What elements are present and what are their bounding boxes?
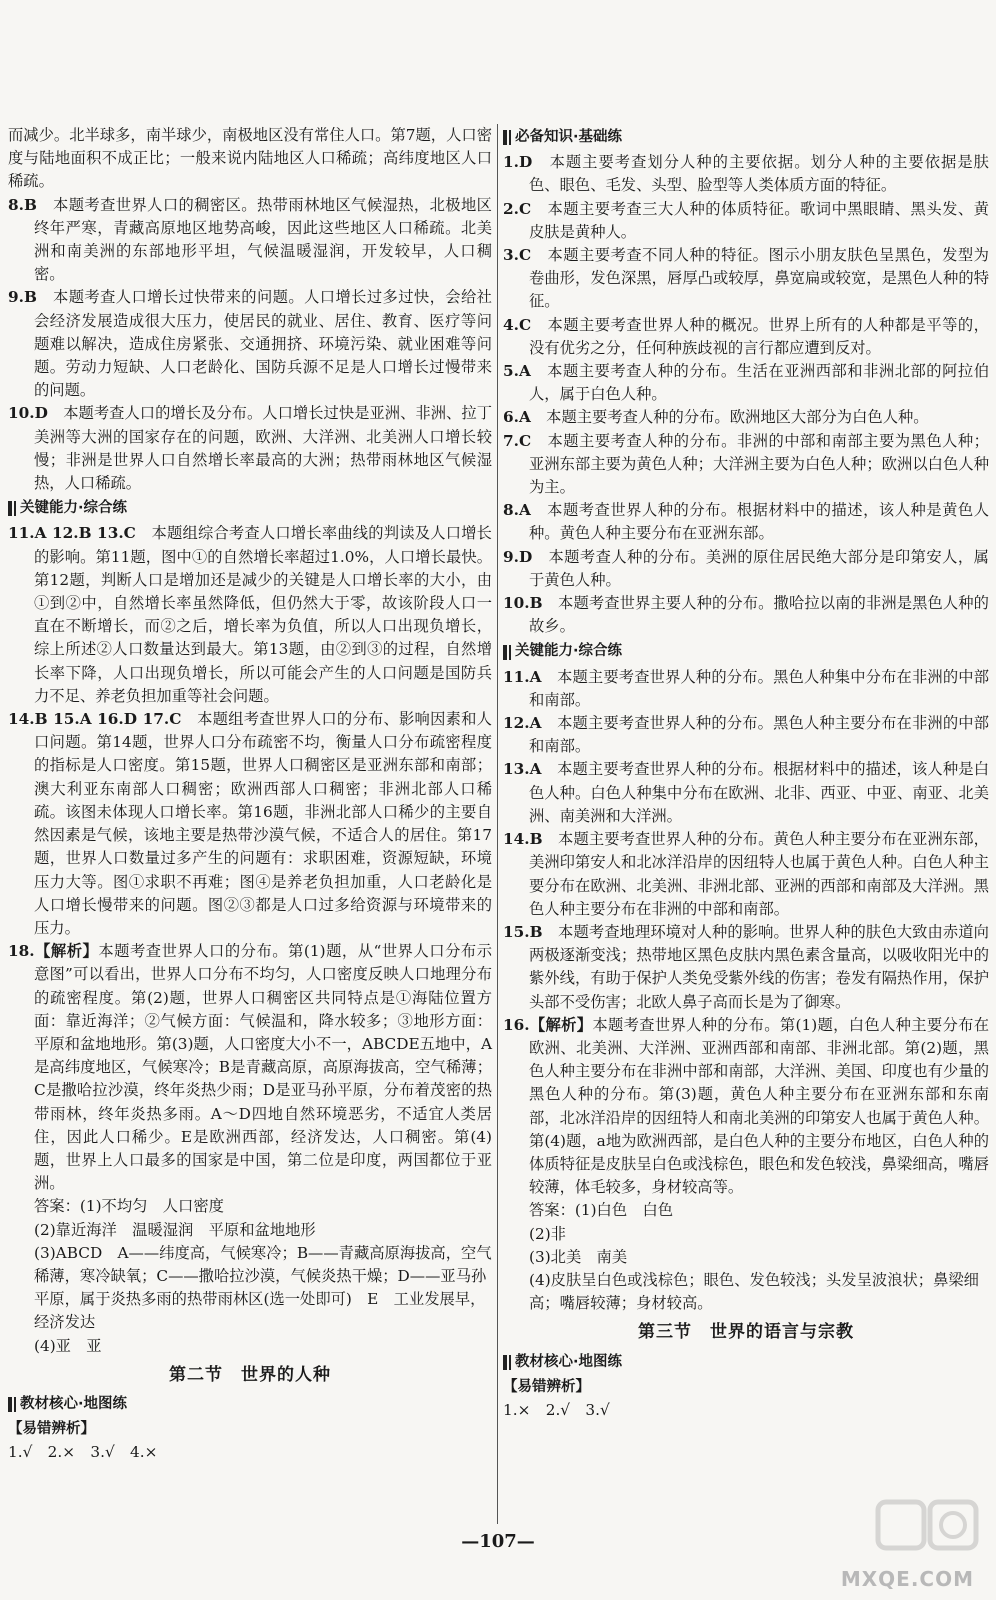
answer-line: (4)皮肤呈白色或浅棕色；眼色、发色较浅；头发呈波浪状；鼻梁细高；嘴唇较薄；身材较高。 [529, 1270, 979, 1313]
answer-line: (3)ABCD A——纬度高，气候寒冷；B——青藏高原海拔高，空气稀薄，寒冷缺氧；C——撒哈拉沙漠，气候炎热干燥；D——亚马孙平原，属于炎热多雨的热带雨林区(选一处即可) E 工业发展早，经济发达 [34, 1243, 492, 1332]
left-item-11-13: 11.A 12.B 13.C 本题组综合考查人口增长率曲线的判读及人口增长的影响。第11题，图中①的自然增长率超过1.0%，人口增长最快。第12题，判断人口是增加还是减少的关键是人口增长率的大小，由①到②中，自然增长率虽然降低，但仍然大于零，故该阶段人口一直在不断增长，而②之后，增长率为负值，所以人口出现负增长，综上所述②人口数量达到最大。第13题，由②到③的过程，自然增长率下降，人口出现负增长，所以可能会产生的人口问题是国防兵力不足、养老负担加重等社会问题。 [8, 524, 492, 705]
right-item-3: 3.C 本题主要考查不同人种的特征。图示小朋友肤色呈黑色，发型为卷曲形，发色深黑，唇厚凸或较厚，鼻宽扁或较宽，是黑色人种的特征。 [503, 246, 989, 311]
right-column [503, 124, 989, 1422]
answer-line: (3)北美 南美 [529, 1247, 628, 1266]
answer-line: 答案：(1)不均匀 人口密度 [34, 1197, 224, 1216]
left-item-8: 8.B 本题考查世界人口的稠密区。热带雨林地区气候湿热，北极地区终年严寒，青藏高原地区地势高峻，因此这些地区人口稀疏。北美洲和南美洲的东部地形平坦，气候温暖湿润，开发较早，人口稠密。 [8, 195, 492, 284]
page-number: —107— [461, 1531, 535, 1552]
left-column [8, 124, 492, 1465]
judge-answers: 1.× 2.√ 3.√ [503, 1400, 610, 1419]
watermark-site: MXQE.COM [840, 1567, 974, 1591]
chapter-title: 第二节 世界的人种 [169, 1364, 331, 1385]
right-item-16: 16.【解析】本题考查世界人种的分布。第(1)题，白色人种主要分布在欧洲、北美洲、大洋洲、亚洲西部和南部、非洲北部。第(2)题，黑色人种主要分布在非洲中部和南部，大洋洲、美国、印度也有少量的黑色人种的分布。第(3)题，黄色人种主要分布在亚洲东部和东南部，北冰洋沿岸的因纽特人和南北美洲的印第安人也属于黄色人种。第(4)题，a地为欧洲西部，是白色人种的主要分布地区，白色人种的体质特征是皮肤呈白色或浅棕色，眼色和发色较浅，鼻梁细高，嘴唇较薄，体毛较多，身材较高等。 [503, 1015, 989, 1197]
right-item-7: 7.C 本题主要考查人种的分布。非洲的中部和南部主要为黑色人种；亚洲东部主要为黄色人种；大洋洲主要为白色人种；欧洲以白色人种为主。 [503, 431, 989, 497]
right-item-10: 10.B 本题考查世界主要人种的分布。撒哈拉以南的非洲是黑色人种的故乡。 [503, 594, 989, 636]
answer-line: (2)靠近海洋 温暖湿润 平原和盆地地形 [34, 1220, 316, 1239]
right-item-8: 8.A 本题考查世界人种的分布。根据材料中的描述，该人种是黄色人种。黄色人种主要分布在亚洲东部。 [503, 501, 989, 543]
right-item-13: 13.A 本题主要考查世界人种的分布。根据材料中的描述，该人种是白色人种。白色人种集中分布在欧洲、北非、西亚、中亚、南亚、北美洲、南美洲和大洋洲。 [503, 760, 989, 825]
bracket-title: 【易错辨析】 [503, 1378, 590, 1395]
section-heading: 关键能力·综合练 [8, 497, 492, 520]
chapter-title: 第三节 世界的语言与宗教 [638, 1322, 854, 1343]
judge-answers: 1.√ 2.× 3.√ 4.× [8, 1443, 158, 1462]
section-heading: 关键能力·综合练 [503, 640, 989, 663]
right-item-15: 15.B 本题考查地理环境对人种的影响。世界人种的肤色大致由赤道向两极逐渐变浅；热带地区黑色皮肤内黑色素含量高，以吸收阳光中的紫外线，有助于保护人类免受紫外线的伤害；卷发有隔热作用，保护头部不受伤害；北欧人鼻子高而长是为了御寒。 [503, 922, 989, 1011]
left-item-9: 9.B 本题考查人口增长过快带来的问题。人口增长过多过快，会给社会经济发展造成很大压力，使居民的就业、居住、教育、医疗等问题难以解决，造成住房紧张、交通拥挤、环境污染、就业困难等问题。劳动力短缺、人口老龄化、国防兵源不足是人口增长过慢带来的问题。 [8, 288, 492, 400]
left-item-10: 10.D 本题考查人口的增长及分布。人口增长过快是亚洲、非洲、拉丁美洲等大洲的国家存在的问题，欧洲、大洋洲、北美洲人口增长较慢；非洲是世界人口自然增长率最高的大洲；热带雨林地区气候湿热，人口稀疏。 [8, 404, 492, 493]
right-item-14: 14.B 本题主要考查世界人种的分布。黄色人种主要分布在亚洲东部，美洲印第安人和北冰洋沿岸的因纽特人也属于黄色人种。白色人种主要分布在欧洲、北美洲、非洲北部、亚洲的西部和南部及大洋洲。黑色人种主要分布在非洲的中部和南部。 [503, 830, 989, 918]
section-heading: 教材核心·地图练 [8, 1393, 492, 1416]
left-intro-text: 而减少。北半球多，南半球少，南极地区没有常住人口。第7题，人口密度与陆地面积不成正比；一般来说内陆地区人口稀疏；高纬度地区人口稀疏。 [8, 126, 492, 191]
right-item-6: 6.A 本题主要考查人种的分布。欧洲地区大部分为白色人种。 [503, 408, 929, 427]
right-item-12: 12.A 本题主要考查世界人种的分布。黑色人种主要分布在非洲的中部和南部。 [503, 714, 989, 756]
answer-line: (4)亚 亚 [34, 1336, 102, 1355]
right-item-9: 9.D 本题考查人种的分布。美洲的原住居民绝大部分是印第安人，属于黄色人种。 [503, 547, 989, 589]
right-item-11: 11.A 本题主要考查世界人种的分布。黑色人种集中分布在非洲的中部和南部。 [503, 667, 989, 709]
left-item-14-17: 14.B 15.A 16.D 17.C 本题组考查世界人口的分布、影响因素和人口问题。第14题，世界人口分布疏密不均，衡量人口分布疏密程度的指标是人口密度。第15题，世界人口稠密区是亚洲东部和南部；澳大利亚东南部人口稠密；欧洲西部人口稠密；非洲北部人口稀疏。该图未体现人口增长率。第16题，非洲北部人口稀少的主要自然因素是气候，该地主要是热带沙漠气候，不适合人的居住。第17题，世界人口数量过多产生的问题有：求职困难，资源短缺，环境压力大等。图①求职不再难；图④是养老负担加重，人口老龄化是人口增长慢带来的问题。图②③都是人口过多给资源与环境带来的压力。 [8, 710, 492, 937]
answer-line: (2)非 [529, 1224, 566, 1243]
right-item-5: 5.A 本题主要考查人种的分布。生活在亚洲西部和非洲北部的阿拉伯人，属于白色人种。 [503, 362, 989, 404]
column-divider [497, 124, 498, 1524]
section-heading: 教材核心·地图练 [503, 1351, 989, 1374]
left-item-18: 18.【解析】本题考查世界人口的分布。第(1)题，从“世界人口分布示意图”可以看出，世界人口分布不均匀，人口密度反映人口地理分布的疏密程度。第(2)题，世界人口稠密区共同特点是①海陆位置方面：靠近海洋；②气候方面：气候温和，降水较多；③地形方面：平原和盆地地形。第(3)题，人口密度大小不一，ABCDE五地中，A是高纬度地区，气候寒冷；B是青藏高原，高原海拔高，空气稀薄；C是撒哈拉沙漠，终年炎热少雨；D是亚马孙平原，分布着茂密的热带雨林，终年炎热多雨。A～D四地自然环境恶劣，不适宜人类居住，因此人口稀少。E是欧洲西部，经济发达，人口稠密。第(4)题，世界上人口最多的国家是中国，第二位是印度，两国都位于亚洲。 [8, 942, 492, 1193]
right-item-1: 1.D 本题主要考查划分人种的主要依据。划分人种的主要依据是肤色、眼色、毛发、头型、脸型等人类体质方面的特征。 [503, 153, 989, 195]
answer-line: 答案：(1)白色 白色 [529, 1201, 674, 1220]
right-item-2: 2.C 本题主要考查三大人种的体质特征。歌词中黑眼睛、黑头发、黄皮肤是黄种人。 [503, 199, 989, 241]
right-item-4: 4.C 本题主要考查世界人种的概况。世界上所有的人种都是平等的，没有优劣之分，任何种族歧视的言行都应遭到反对。 [503, 315, 989, 357]
section-heading: 必备知识·基础练 [503, 126, 989, 149]
bracket-title: 【易错辨析】 [8, 1421, 95, 1438]
